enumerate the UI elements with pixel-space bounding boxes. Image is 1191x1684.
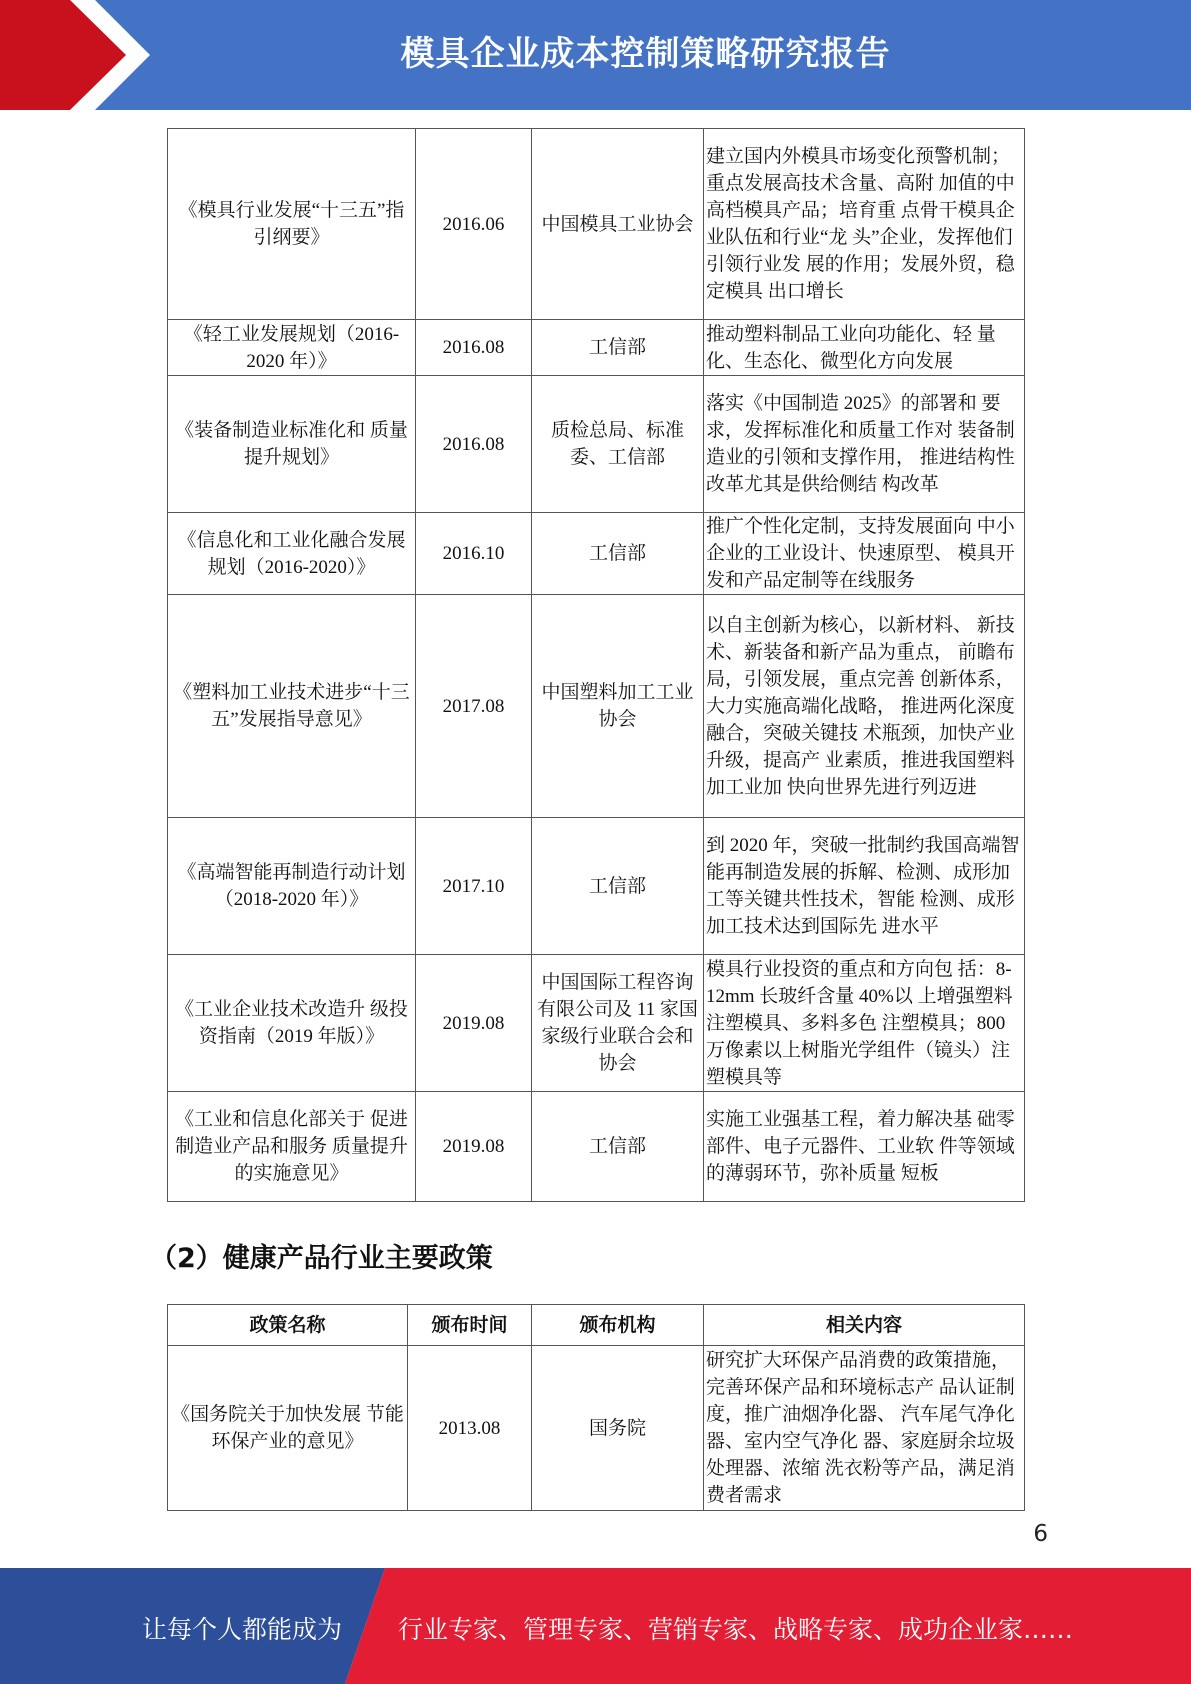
policy-org: 工信部 xyxy=(532,513,704,595)
column-header-org: 颁布机构 xyxy=(532,1305,704,1346)
policy-org: 工信部 xyxy=(532,320,704,376)
page-footer xyxy=(0,1568,1191,1684)
policy-name: 《工业企业技术改造升 级投资指南（2019 年版）》 xyxy=(168,955,416,1092)
policy-table-mold xyxy=(167,128,1025,1202)
policy-name: 《信息化和工业化融合发展规划（2016-2020）》 xyxy=(168,513,416,595)
policy-org: 中国模具工业协会 xyxy=(532,129,704,320)
policy-name: 《模具行业发展“十三五”指引纲要》 xyxy=(168,129,416,320)
policy-content: 研究扩大环保产品消费的政策措施，完善环保产品和环境标志产 品认证制度，推广油烟净化器、 汽车尾气净化器、室内空气净化 器、家庭厨余垃圾处理器、浓缩 洗衣粉等产品，满足消费者需求 xyxy=(704,1346,1025,1511)
footer-slogan-right: 行业专家、管理专家、营销专家、战略专家、成功企业家…… xyxy=(398,1615,1074,1644)
policy-org: 中国国际工程咨询有限公司及 11 家国家级行业联合会和协会 xyxy=(532,955,704,1092)
policy-date: 2019.08 xyxy=(416,955,532,1092)
policy-content: 推动塑料制品工业向功能化、轻 量化、生态化、微型化方向发展 xyxy=(704,320,1025,376)
policy-content: 实施工业强基工程，着力解决基 础零部件、电子元器件、工业软 件等领域的薄弱环节，弥补质量 短板 xyxy=(704,1092,1025,1202)
table-header-row xyxy=(168,1305,1025,1346)
policy-date: 2019.08 xyxy=(416,1092,532,1202)
section-heading: （2）健康产品行业主要政策 xyxy=(150,1243,493,1274)
footer-slogan-left: 让每个人都能成为 xyxy=(142,1615,343,1644)
policy-name: 《塑料加工业技术进步“十三五”发展指导意见》 xyxy=(168,595,416,818)
policy-org: 中国塑料加工工业协会 xyxy=(532,595,704,818)
table-row xyxy=(168,376,1025,513)
column-header-content: 相关内容 xyxy=(704,1305,1025,1346)
page-header xyxy=(0,0,1191,110)
policy-name: 《轻工业发展规划（2016-2020 年）》 xyxy=(168,320,416,376)
policy-date: 2016.06 xyxy=(416,129,532,320)
policy-content: 落实《中国制造 2025》的部署和 要求，发挥标准化和质量工作对 装备制造业的引领和支撑作用， 推进结构性改革尤其是供给侧结 构改革 xyxy=(704,376,1025,513)
policy-org: 国务院 xyxy=(532,1346,704,1511)
policy-date: 2013.08 xyxy=(408,1346,532,1511)
table-row xyxy=(168,320,1025,376)
policy-content: 建立国内外模具市场变化预警机制；重点发展高技术含量、高附 加值的中高档模具产品；培育重 点骨干模具企业队伍和行业“龙 头”企业，发挥他们引领行业发 展的作用；发展外贸，稳定模具 出口增长 xyxy=(704,129,1025,320)
table-row xyxy=(168,1346,1025,1511)
table-row xyxy=(168,513,1025,595)
column-header-date: 颁布时间 xyxy=(408,1305,532,1346)
policy-table-health xyxy=(167,1304,1025,1511)
policy-date: 2016.10 xyxy=(416,513,532,595)
policy-name: 《工业和信息化部关于 促进制造业产品和服务 质量提升的实施意见》 xyxy=(168,1092,416,1202)
table-row xyxy=(168,1092,1025,1202)
policy-content: 推广个性化定制，支持发展面向 中小企业的工业设计、快速原型、 模具开发和产品定制等在线服务 xyxy=(704,513,1025,595)
page-number: 6 xyxy=(1033,1521,1048,1547)
policy-date: 2017.08 xyxy=(416,595,532,818)
policy-name: 《国务院关于加快发展 节能环保产业的意见》 xyxy=(168,1346,408,1511)
policy-name: 《装备制造业标准化和 质量提升规划》 xyxy=(168,376,416,513)
table-row xyxy=(168,595,1025,818)
column-header-name: 政策名称 xyxy=(168,1305,408,1346)
policy-date: 2016.08 xyxy=(416,376,532,513)
policy-date: 2017.10 xyxy=(416,818,532,955)
policy-org: 质检总局、标准委、工信部 xyxy=(532,376,704,513)
table-row xyxy=(168,129,1025,320)
policy-name: 《高端智能再制造行动计划（2018-2020 年）》 xyxy=(168,818,416,955)
policy-content: 到 2020 年，突破一批制约我国高端智能再制造发展的拆解、检测、成形加工等关键共性技术，智能 检测、成形加工技术达到国际先 进水平 xyxy=(704,818,1025,955)
policy-date: 2016.08 xyxy=(416,320,532,376)
policy-content: 以自主创新为核心，以新材料、 新技术、新装备和新产品为重点， 前瞻布局，引领发展，重点完善 创新体系，大力实施高端化战略， 推进两化深度融合，突破关键技 术瓶颈，加快产业升级，提高产 业素质，推进我国塑料加工业加 快向世界先进行列迈进 xyxy=(704,595,1025,818)
document-title: 模具企业成本控制策略研究报告 xyxy=(400,34,891,74)
policy-org: 工信部 xyxy=(532,818,704,955)
policy-org: 工信部 xyxy=(532,1092,704,1202)
table-row xyxy=(168,818,1025,955)
policy-content: 模具行业投资的重点和方向包 括：8-12mm 长玻纤含量 40%以 上增强塑料注塑模具、多料多色 注塑模具；800 万像素以上树脂光学组件（镜头）注塑模具等 xyxy=(704,955,1025,1092)
table-row xyxy=(168,955,1025,1092)
